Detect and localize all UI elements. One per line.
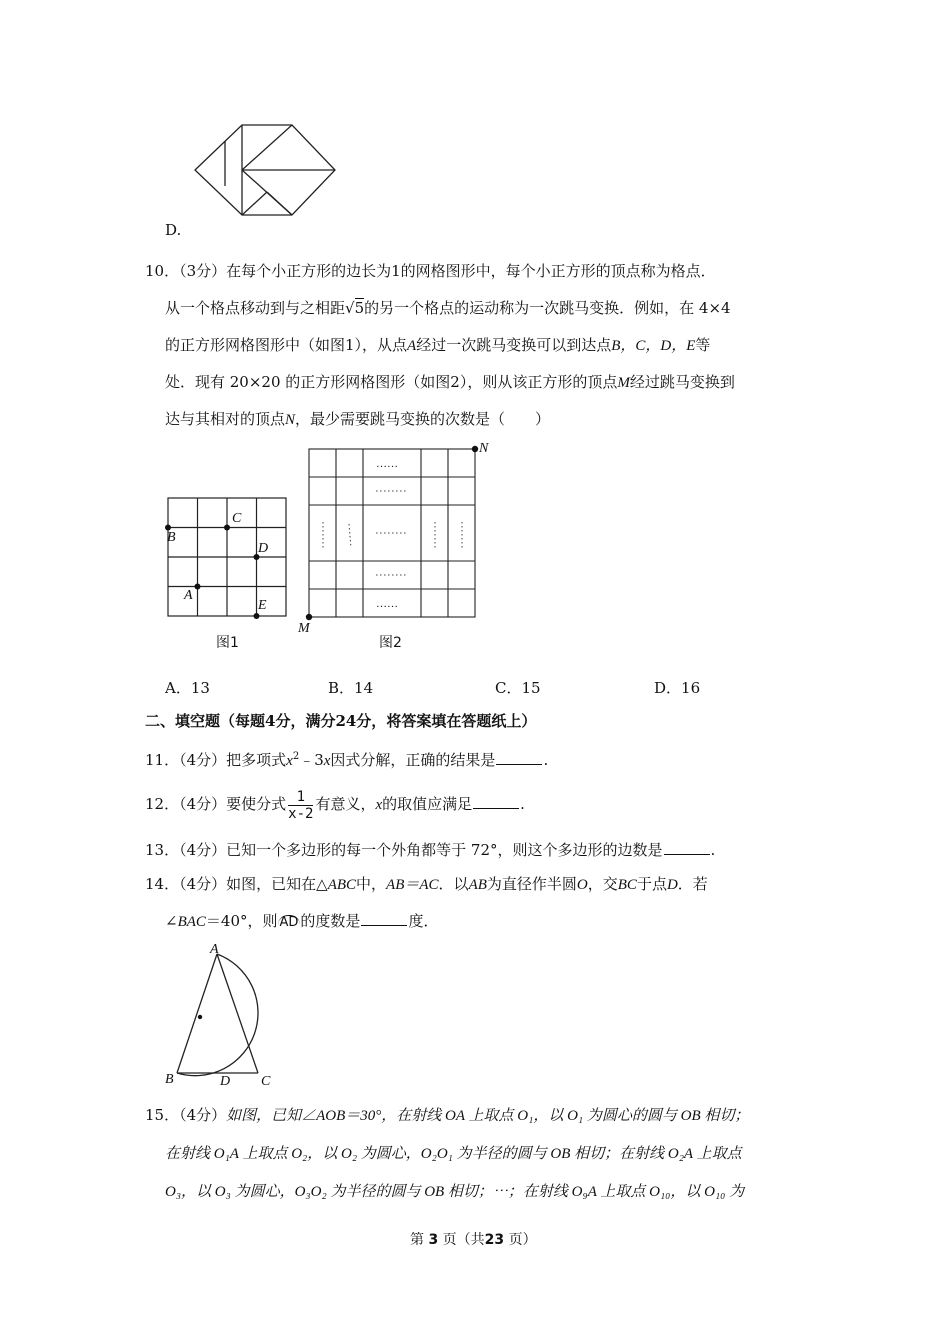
q12-answer-blank[interactable]	[473, 794, 519, 809]
q15-line3: O₃，以 O₃ 为圆心，O₃O₂ 为半径的圆与 OB 相切；⋯；在射线 O₉A 上取点 O₁₀，以 O₁₀ 为	[165, 1184, 745, 1200]
label-d: D	[220, 1074, 231, 1089]
q10-line5: 达与其相对的顶点N，最少需要跳马变换的次数是（ ）	[165, 410, 551, 428]
q11: 11．（4分）把多项式$x^2﹣3x$因式分解，正确的结果是 .	[145, 751, 549, 769]
q12-fraction: $\frac{1}{x-2}$	[288, 788, 314, 822]
sqrt-symbol: √	[345, 299, 355, 317]
q9-option-d-figure	[190, 120, 340, 225]
q10-line3: 的正方形网格图形中（如图1），从点A经过一次跳马变换可以到达点B，C，D，E等	[165, 336, 711, 354]
label-c: C	[261, 1074, 271, 1089]
point-c-dot	[224, 525, 230, 531]
label-n: N	[479, 441, 489, 456]
q10-figure-1	[160, 495, 295, 655]
arc-ad: AD	[279, 915, 299, 930]
page-footer: 第 3 页（共23 页）	[410, 1232, 537, 1248]
q14-figure	[160, 940, 285, 1090]
label-a: A	[210, 942, 219, 957]
label-b: B	[165, 1072, 174, 1087]
q9-option-d-label[interactable]: D.	[165, 221, 182, 239]
label-m: M	[298, 621, 310, 636]
label-c: C	[232, 511, 242, 526]
q13-answer-blank[interactable]	[664, 840, 710, 855]
fig2-caption: 图2	[379, 635, 402, 651]
label-e: E	[258, 598, 267, 613]
q10-line1: 10．（3分）在每个小正方形的边长为1的网格图形中，每个小正方形的顶点称为格点．	[145, 262, 716, 280]
q10-option-d[interactable]: D．16	[654, 679, 701, 697]
point-m-dot	[306, 614, 312, 620]
q14-line2: ∠BAC＝40°，则 AD 的度数是 度．	[165, 912, 439, 930]
point-a-dot	[195, 584, 201, 590]
q10-option-b[interactable]: B．14	[328, 679, 374, 697]
q15-line1: 15．（4分）如图，已知∠AOB＝30°，在射线 OA 上取点 O₁，以 O₁ 为圆心的圆与 OB 相切；	[145, 1106, 750, 1124]
q10-line4: 处．现有 20×20 的正方形网格图形（如图2），则从该正方形的顶点M经过跳马变换到	[165, 373, 735, 391]
q10-option-c[interactable]: C．15	[495, 679, 541, 697]
fig2-dots-bottom: ……	[376, 598, 398, 610]
label-a: A	[184, 588, 193, 603]
fig2-dots-top: ……	[376, 458, 398, 470]
point-n-dot	[472, 446, 478, 452]
q12: 12．（4分）要使分式 $\frac{1}{x-2}$ 有意义，x的取值应满足 .	[145, 788, 525, 822]
point-e-dot	[254, 613, 260, 619]
q10-figure-2	[296, 436, 496, 660]
q10-line2: 从一个格点移动到与之相距√5的另一个格点的运动称为一次跳马变换．例如，在 4×4	[165, 299, 731, 317]
q14-line1: 14．（4分）如图，已知在△ABC中，AB＝AC．以AB为直径作半圆O，交BC于点D．若	[145, 875, 708, 893]
fig1-caption: 图1	[216, 635, 239, 651]
q14-answer-blank[interactable]	[361, 911, 407, 926]
center-o-dot	[198, 1015, 202, 1019]
q13: 13．（4分）已知一个多边形的每一个外角都等于 72°，则这个多边形的边数是 .	[145, 841, 716, 859]
label-d: D	[258, 541, 269, 556]
q10-option-a[interactable]: A．13	[165, 679, 210, 697]
label-b: B	[167, 530, 176, 545]
q11-answer-blank[interactable]	[496, 750, 542, 765]
section-2-title: 二、填空题（每题4分，满分24分，将答案填在答题纸上）	[145, 712, 537, 730]
q15-line2: 在射线 O₁A 上取点 O₂，以 O₂ 为圆心，O₂O₁ 为半径的圆与 OB 相切；在射线 O₂A 上取点	[165, 1146, 742, 1162]
